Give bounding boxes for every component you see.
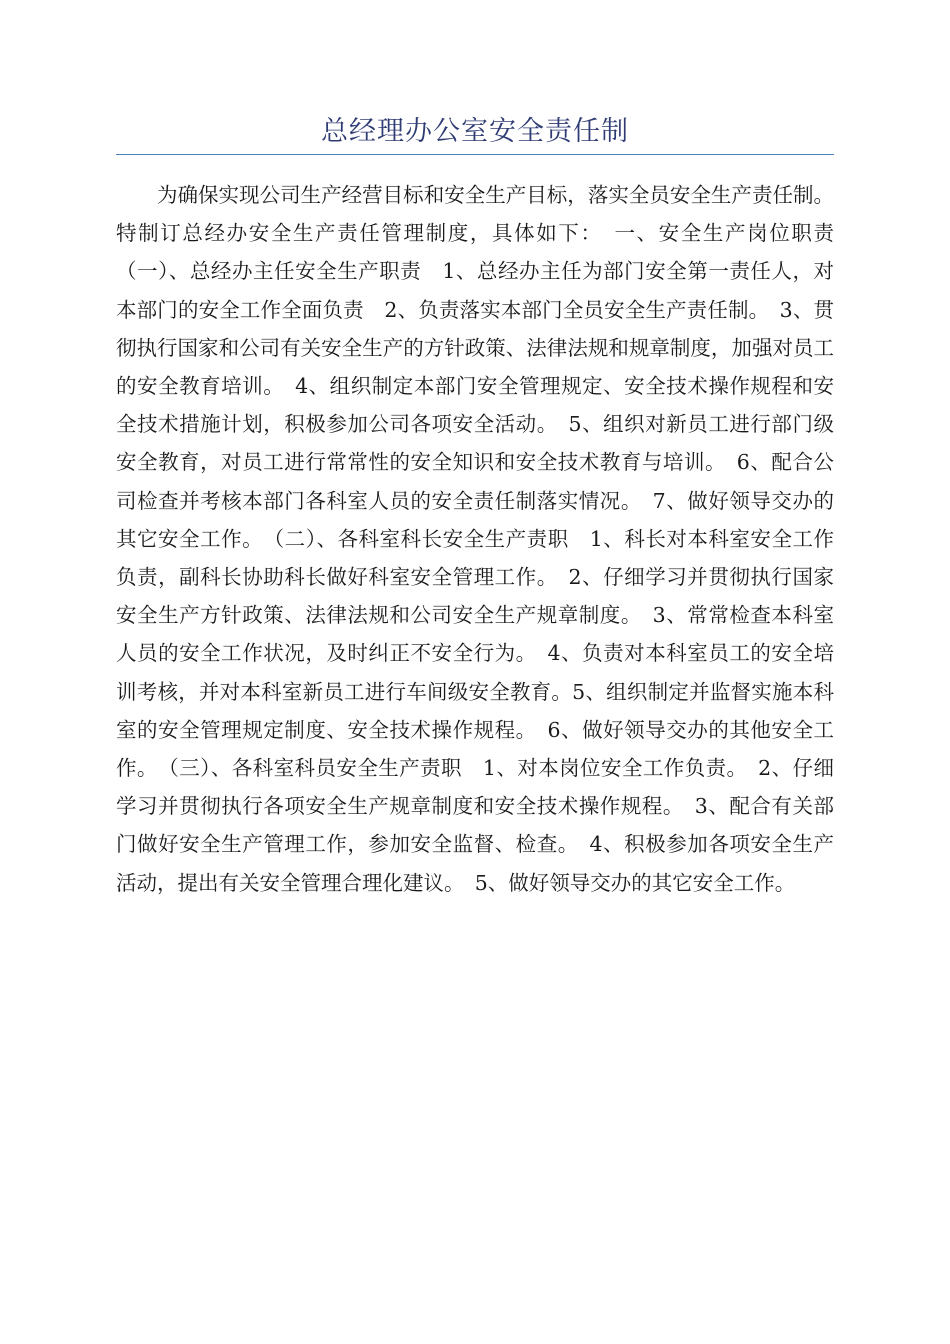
title-underline bbox=[116, 154, 834, 155]
page-title: 总经理办公室安全责任制 bbox=[321, 116, 629, 147]
body-paragraph: 为确保实现公司生产经营目标和安全生产目标，落实全员安全生产责任制。特制订总经办安全生产责任管理制度，具体如下： 一、安全生产岗位职责 （一）、总经办主任安全生产职责 1、总经办主任为部门安全第一责任人，对本部门的安全工作全面负责 2、负责落实本部门全员安全生产责任制。 3、贯彻执行国家和公司有关安全生产的方针政策、法律法规和规章制度，加强对员工的安全教育培训。 4、组织制定本部门安全管理规定、安全技术操作规程和安全技术措施计划，积极参加公司各项安全活动。 5、组织对新员工进行部门级安全教育，对员工进行常常性的安全知识和安全技术教育与培训。 6、配合公司检查并考核本部门各科室人员的安全责任制落实情况。 7、做好领导交办的其它安全工作。 （二）、各科室科长安全生产责职 1、科长对本科室安全工作负责，副科长协助科长做好科室安全管理工作。 2、仔细学习并贯彻执行国家安全生产方针政策、法律法规和公司安全生产规章制度。 3、常常检查本科室人员的安全工作状况，及时纠正不安全行为。 4、负责对本科室员工的安全培训考核，并对本科室新员工进行车间级安全教育。5、组织制定并监督实施本科室的安全管理规定制度、安全技术操作规程。 6、做好领导交办的其他安全工作。 （三）、各科室科员安全生产责职 1、对本岗位安全工作负责。 2、仔细学习并贯彻执行各项安全生产规章制度和安全技术操作规程。 3、配合有关部门做好安全生产管理工作，参加安全监督、检查。 4、积极参加各项安全生产活动，提出有关安全管理合理化建议。 5、做好领导交办的其它安全工作。 bbox=[116, 183, 855, 895]
